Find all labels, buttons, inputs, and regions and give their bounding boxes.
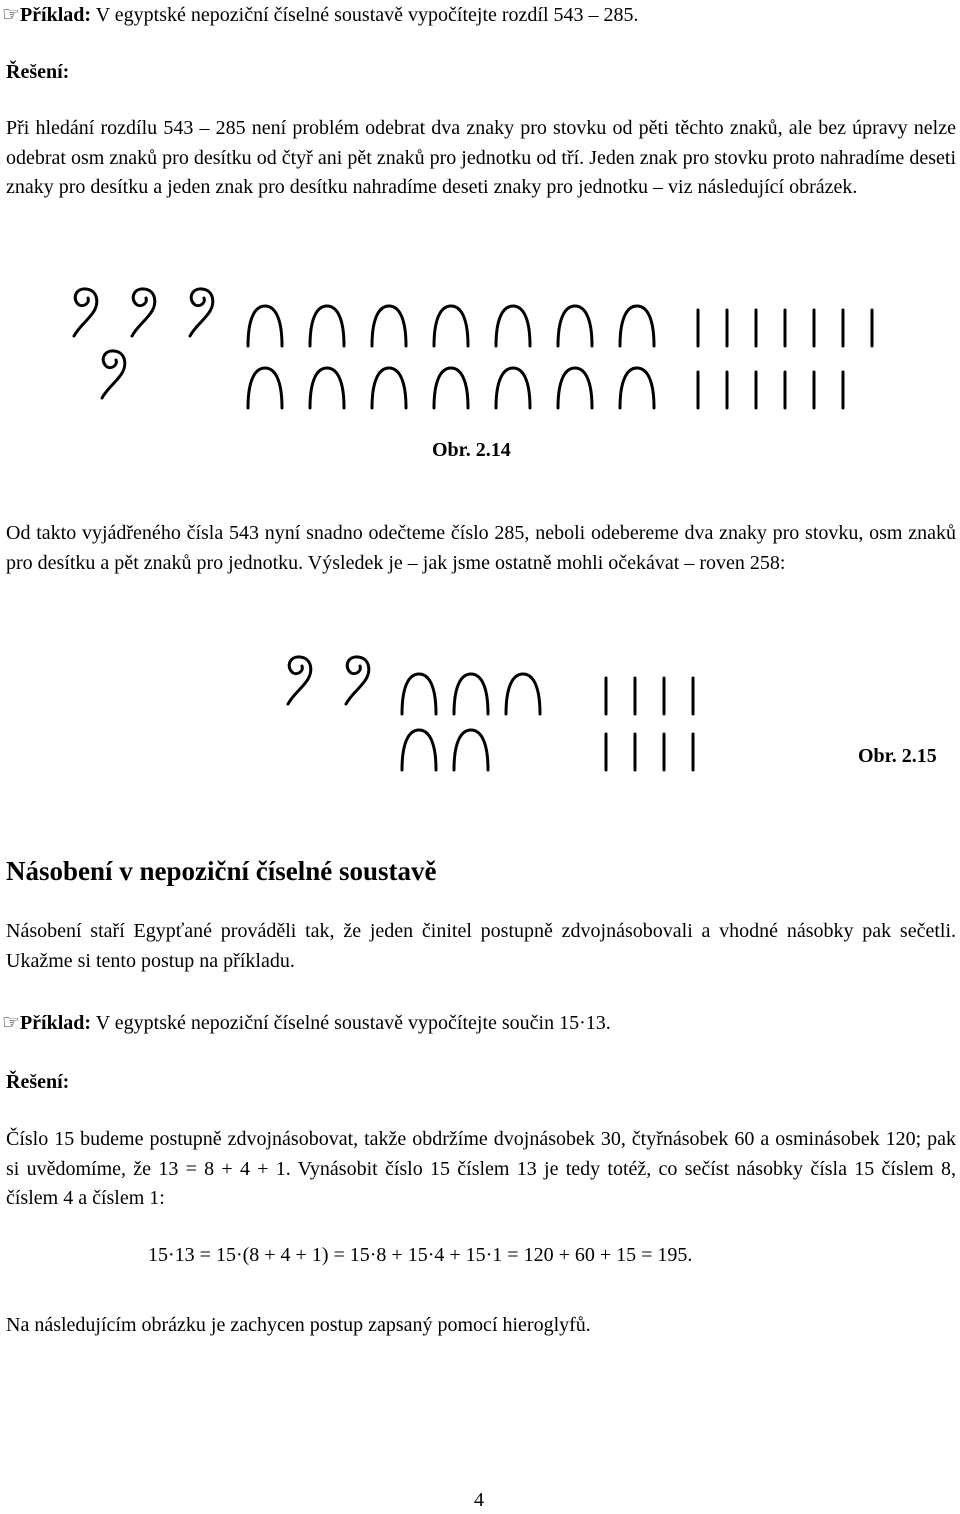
ten-arch-sign (372, 368, 406, 408)
hundred-coil-sign (74, 289, 97, 336)
ten-arch-sign (248, 306, 282, 346)
ten-arch-sign (454, 730, 488, 770)
solution-label: Řešení: (6, 61, 70, 83)
ten-arch-sign (496, 306, 530, 346)
page-number: 4 (474, 1489, 484, 1511)
ten-arch-sign (372, 306, 406, 346)
ten-arch-sign (402, 674, 436, 714)
hundred-coil-sign (132, 289, 155, 336)
paragraph-1: Při hledání rozdílu 543 – 285 není problém odebrat dva znaky pro stovku od pěti těchto znaků, ale bez úpravy nelze odebrat osm znaků pro desítku od čtyř ani pět znaků pro jednotku od tří. Jeden znak pro stovku proto nahradíme deseti znaky pro desítku a jeden znak pro desítku nahradíme deseti znaky pro jednotku – viz následující obrázek. (6, 117, 956, 198)
ten-arch-sign (402, 730, 436, 770)
example-text: V egyptské nepoziční číselné soustavě vypočítejte rozdíl 543 – 285. (91, 4, 639, 26)
paragraph-2: Od takto vyjádřeného čísla 543 nyní snadno odečteme číslo 285, neboli odebereme dva znaky pro stovku, osm znaků pro desítku a pět znaků pro jednotku. Výsledek je – jak jsme ostatně mohli očekávat – roven 258: (6, 522, 956, 574)
ten-arch-sign (434, 306, 468, 346)
ten-arch-sign (454, 674, 488, 714)
ten-arch-sign (496, 368, 530, 408)
ten-arch-sign (434, 368, 468, 408)
ten-arch-sign (506, 674, 540, 714)
example-label: Příklad: (19, 4, 92, 26)
ten-arch-sign (310, 306, 344, 346)
equation: 15·13 = 15·(8 + 4 + 1) = 15·8 + 15·4 + 15·1 = 120 + 60 + 15 = 195. (148, 1244, 693, 1266)
section-heading: Násobení v nepoziční číselné soustavě (6, 856, 437, 886)
figure-1-caption: Obr. 2.14 (432, 439, 511, 461)
hundred-coil-sign (288, 657, 311, 704)
paragraph-3: Násobení staří Egypťané prováděli tak, že jeden činitel postupně zdvojnásobovali a vhodné násobky pak sečetli. Ukažme si tento postup na příkladu. (6, 920, 956, 972)
ten-arch-sign (620, 306, 654, 346)
ten-arch-sign (620, 368, 654, 408)
example-1-line (2, 0, 639, 29)
hundred-coil-sign (190, 289, 213, 336)
solution-label: Řešení: (6, 1071, 70, 1093)
example-text: V egyptské nepoziční číselné soustavě vypočítejte součin 15·13. (91, 1012, 611, 1034)
ten-arch-sign (310, 368, 344, 408)
figure-2-caption: Obr. 2.15 (858, 745, 937, 767)
hieroglyph-figure-2 (0, 640, 960, 760)
hundred-coil-sign (102, 351, 125, 398)
ten-arch-sign (248, 368, 282, 408)
hundred-coil-sign (346, 657, 369, 704)
ten-arch-sign (558, 368, 592, 408)
pointing-hand-icon: ☞ (2, 2, 20, 26)
paragraph-4: Číslo 15 budeme postupně zdvojnásobovat, takže obdržíme dvojnásobek 30, čtyřnásobek 60 a osminásobek 120; pak si uvědomíme, že 13 = 8 + 4 + 1. Vynásobit číslo 15 číslem 13 je tedy totéž, co sečíst násobky čísla 15 číslem 8, číslem 4 a číslem 1: (6, 1128, 956, 1209)
hieroglyph-figure-1 (0, 270, 960, 410)
paragraph-5: Na následujícím obrázku je zachycen postup zapsaný pomocí hieroglyfů. (6, 1314, 591, 1336)
example-2-line (2, 1008, 611, 1037)
example-label: Příklad: (19, 1012, 92, 1034)
pointing-hand-icon: ☞ (2, 1010, 20, 1034)
ten-arch-sign (558, 306, 592, 346)
